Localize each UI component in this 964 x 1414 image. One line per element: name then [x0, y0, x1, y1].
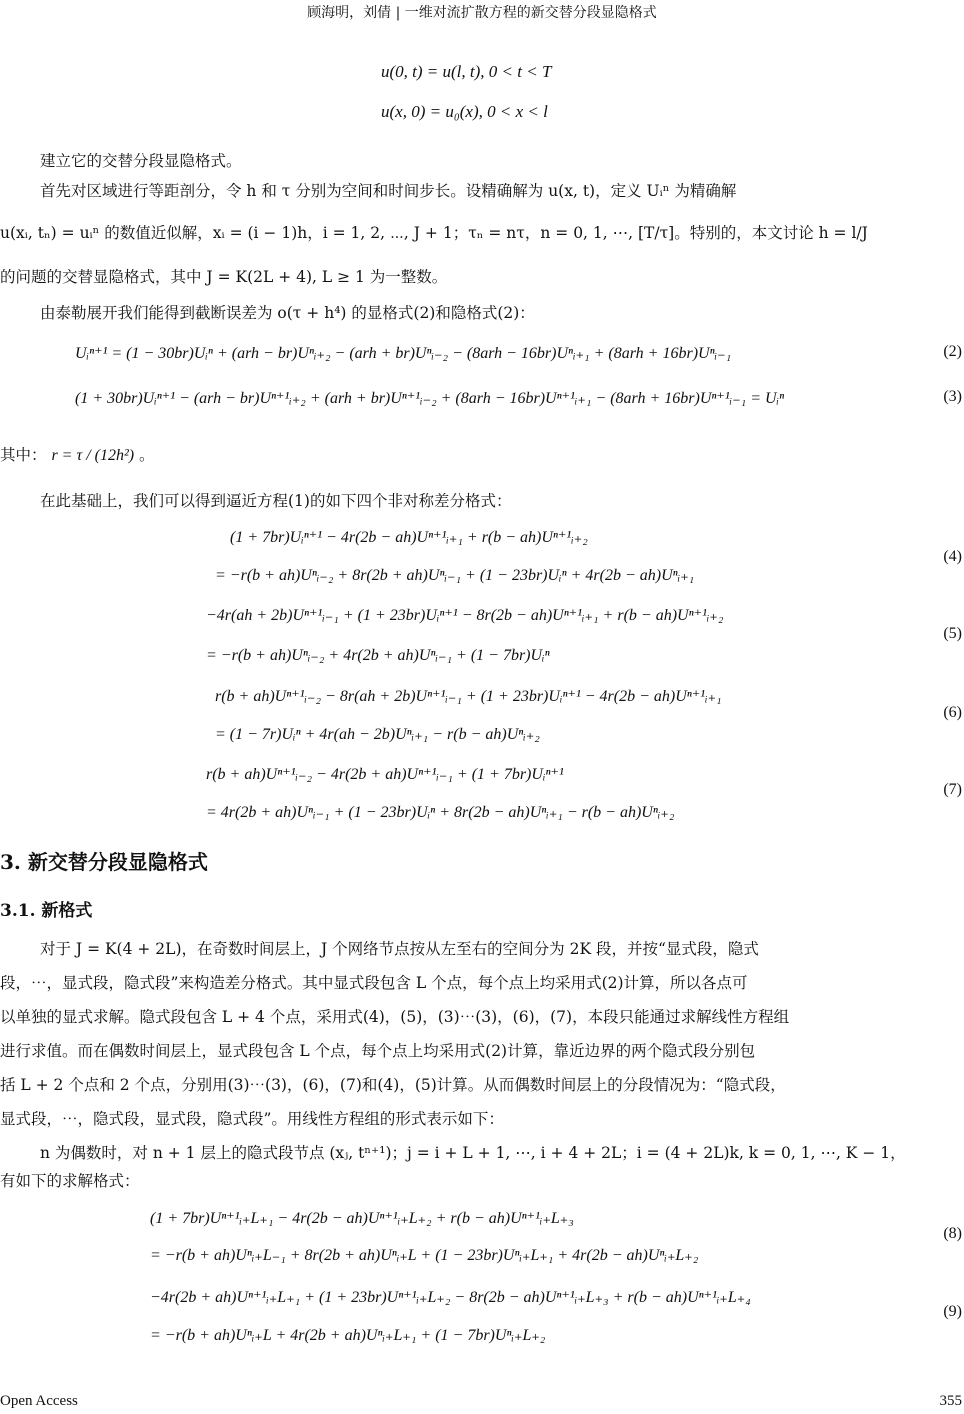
- paragraph-6-line-1: n 为偶数时，对 n + 1 层上的隐式段节点 (xⱼ, tⁿ⁺¹)；j = i + L + 1, ⋯, i + 4 + 2L；i = (4 + 2L)k, k = 0, 1, ⋯, K − 1，: [40, 1144, 906, 1162]
- paragraph-5-line-6: 显式段，⋯，隐式段，显式段，隐式段”。用线性方程组的形式表示如下：: [0, 1110, 504, 1128]
- equation-3-number: (3): [943, 388, 962, 405]
- paragraph-2-line-1: 首先对区域进行等距剖分，令 h 和 τ 分别为空间和时间步长。设精确解为 u(x, t)，定义 Uᵢⁿ 为精确解: [40, 182, 737, 200]
- equation-6-line-1: r(b + ah)Uⁿ⁺¹ᵢ₋₂ − 8r(ah + 2b)Uⁿ⁺¹ᵢ₋₁ + (1 + 23br)Uᵢⁿ⁺¹ − 4r(2b − ah)Uⁿ⁺¹ᵢ₊₁: [215, 688, 722, 705]
- equation-9-line-1: −4r(2b + ah)Uⁿ⁺¹ᵢ₊L₊₁ + (1 + 23br)Uⁿ⁺¹ᵢ₊L₊₂ − 8r(2b − ah)Uⁿ⁺¹ᵢ₊L₊₃ + r(b − ah)Uⁿ⁺¹ᵢ₊L₊₄: [150, 1289, 751, 1306]
- page-number: 355: [939, 1393, 962, 1409]
- paragraph-5-line-1: 对于 J = K(4 + 2L)，在奇数时间层上，J 个网络节点按从左至右的空间分为 2K 段，并按“显式段，隐式: [40, 940, 759, 958]
- paragraph-1: 建立它的交替分段显隐格式。: [40, 152, 242, 170]
- paragraph-5-line-5: 括 L + 2 个点和 2 个点，分别用(3)⋯(3)，(6)，(7)和(4)，(5)计算。从而偶数时间层上的分段情况为：“隐式段，: [0, 1076, 786, 1094]
- paragraph-6-line-2: 有如下的求解格式：: [0, 1172, 140, 1190]
- r-definition: [0, 442, 155, 469]
- equation-6-number: (6): [943, 704, 962, 721]
- equation-5-line-2: = −r(b + ah)Uⁿᵢ₋₂ + 4r(2b + ah)Uⁿᵢ₋₁ + (1 − 7br)Uᵢⁿ: [206, 647, 550, 664]
- equation-4-line-2: = −r(b + ah)Uⁿᵢ₋₂ + 8r(2b + ah)Uⁿᵢ₋₁ + (1 − 23br)Uᵢⁿ + 4r(2b − ah)Uⁿᵢ₊₁: [215, 567, 695, 584]
- equation-8-number: (8): [943, 1225, 962, 1242]
- equation-7-line-2: = 4r(2b + ah)Uⁿᵢ₋₁ + (1 − 23br)Uᵢⁿ + 8r(2b − ah)Uⁿᵢ₊₁ − r(b − ah)Uⁿᵢ₊₂: [206, 804, 675, 821]
- paragraph-2-line-3: 的问题的交替显隐格式，其中 J = K(2L + 4), L ≥ 1 为一整数。: [0, 268, 448, 286]
- r-definition-prefix: 其中：: [0, 446, 47, 464]
- boundary-eq-2: u(x, 0) = u₀(x), 0 < x < l: [381, 102, 548, 121]
- paragraph-4: 在此基础上，我们可以得到逼近方程(1)的如下四个非对称差分格式：: [40, 492, 512, 510]
- equation-4-line-1: (1 + 7br)Uᵢⁿ⁺¹ − 4r(2b − ah)Uⁿ⁺¹ᵢ₊₁ + r(b − ah)Uⁿ⁺¹ᵢ₊₂: [230, 529, 588, 546]
- equation-2: Uᵢⁿ⁺¹ = (1 − 30br)Uᵢⁿ + (arh − br)Uⁿᵢ₊₂ − (arh + br)Uⁿᵢ₋₂ − (8arh − 16br)Uⁿᵢ₊₁ + (8arh + 16br)Uⁿᵢ₋₁: [75, 345, 732, 362]
- paragraph-5-line-2: 段，⋯，显式段，隐式段”来构造差分格式。其中显式段包含 L 个点，每个点上均采用式(2)计算，所以各点可: [0, 974, 748, 992]
- equation-4-number: (4): [943, 548, 962, 565]
- r-definition-suffix: 。: [139, 446, 155, 464]
- paragraph-3: 由泰勒展开我们能得到截断误差为 o(τ + h⁴) 的显格式(2)和隐格式(2)：: [40, 304, 535, 322]
- equation-8-line-1: (1 + 7br)Uⁿ⁺¹ᵢ₊L₊₁ − 4r(2b − ah)Uⁿ⁺¹ᵢ₊L₊₂ + r(b − ah)Uⁿ⁺¹ᵢ₊L₊₃: [150, 1210, 574, 1227]
- boundary-eq-1: u(0, t) = u(l, t), 0 < t < T: [381, 62, 552, 81]
- section-heading-3: 3. 新交替分段显隐格式: [0, 850, 208, 874]
- r-definition-formula: r = τ / (12h²): [51, 447, 135, 464]
- equation-5-line-1: −4r(ah + 2b)Uⁿ⁺¹ᵢ₋₁ + (1 + 23br)Uᵢⁿ⁺¹ − 8r(2b − ah)Uⁿ⁺¹ᵢ₊₁ + r(b − ah)Uⁿ⁺¹ᵢ₊₂: [206, 607, 724, 624]
- section-heading-3-1: 3.1. 新格式: [0, 901, 93, 921]
- paragraph-5-line-3: 以单独的显式求解。隐式段包含 L + 4 个点，采用式(4)，(5)，(3)⋯(3)，(6)，(7)，本段只能通过求解线性方程组: [0, 1008, 790, 1026]
- equation-8-line-2: = −r(b + ah)Uⁿᵢ₊L₋₁ + 8r(2b + ah)Uⁿᵢ₊L + (1 − 23br)Uⁿᵢ₊L₊₁ + 4r(2b − ah)Uⁿᵢ₊L₊₂: [150, 1247, 699, 1264]
- equation-6-line-2: = (1 − 7r)Uᵢⁿ + 4r(ah − 2b)Uⁿᵢ₊₁ − r(b − ah)Uⁿᵢ₊₂: [215, 726, 540, 743]
- equation-5-number: (5): [943, 625, 962, 642]
- equation-9-line-2: = −r(b + ah)Uⁿᵢ₊L + 4r(2b + ah)Uⁿᵢ₊L₊₁ + (1 − 7br)Uⁿᵢ₊L₊₂: [150, 1327, 546, 1344]
- equation-7-line-1: r(b + ah)Uⁿ⁺¹ᵢ₋₂ − 4r(2b + ah)Uⁿ⁺¹ᵢ₋₁ + (1 + 7br)Uᵢⁿ⁺¹: [206, 766, 564, 783]
- paragraph-5-line-4: 进行求值。而在偶数时间层上，显式段包含 L 个点，每个点上均采用式(2)计算，靠近边界的两个隐式段分别包: [0, 1042, 756, 1060]
- paragraph-2-line-2: u(xᵢ, tₙ) = uᵢⁿ 的数值近似解，xᵢ = (i − 1)h，i = 1, 2, ⋯, J + 1；τₙ = nτ，n = 0, 1, ⋯, [T/τ]。特别的，本文讨论 h = l/J: [0, 224, 868, 242]
- equation-3: (1 + 30br)Uᵢⁿ⁺¹ − (arh − br)Uⁿ⁺¹ᵢ₊₂ + (arh + br)Uⁿ⁺¹ᵢ₋₂ + (8arh − 16br)Uⁿ⁺¹ᵢ₊₁ − (8arh + 16br)Uⁿ⁺¹ᵢ₋₁ = Uᵢⁿ: [75, 390, 785, 407]
- running-head: 顾海明，刘倩 | 一维对流扩散方程的新交替分段显隐格式: [307, 5, 657, 21]
- equation-7-number: (7): [943, 781, 962, 798]
- footer-journal: Open Access: [0, 1393, 78, 1409]
- equation-9-number: (9): [943, 1303, 962, 1320]
- equation-2-number: (2): [943, 343, 962, 360]
